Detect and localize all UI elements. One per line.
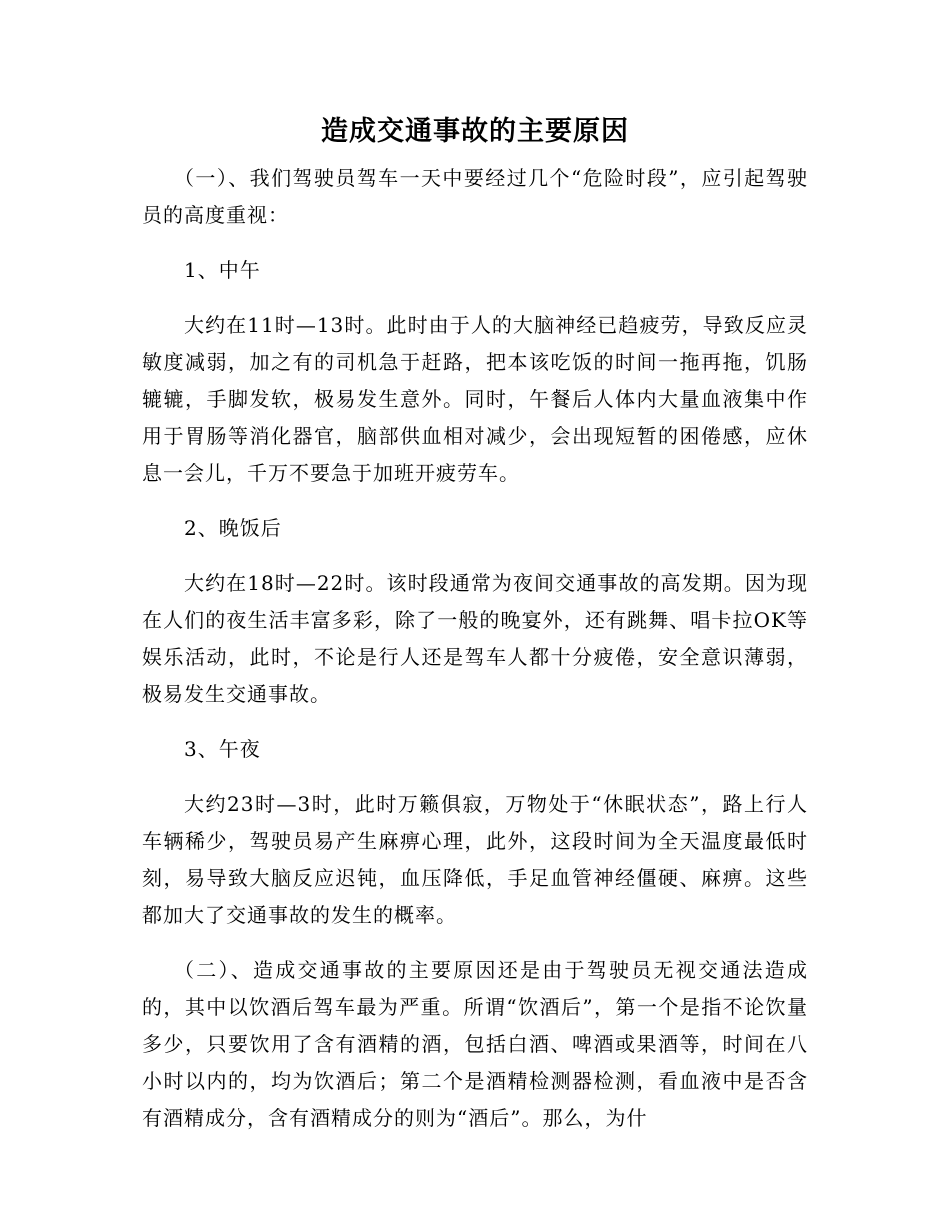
section-heading-after-dinner: 2、晚饭后 [184, 516, 282, 540]
paragraph-noon: 大约在11时—13时。此时由于人的大脑神经已趋疲劳，导致反应灵敏度减弱，加之有的司机急于赶路，把本该吃饭的时间一拖再拖，饥肠辘辘，手脚发软，极易发生意外。同时，午餐后人体内大量血液集中作用于胃肠等消化器官，脑部供血相对减少，会出现短暂的困倦感，应休息一会儿，千万不要急于加班开疲劳车。 [142, 313, 808, 485]
document-body [142, 160, 808, 1155]
document-title: 造成交通事故的主要原因 [321, 116, 629, 147]
paragraph-intro-1: （一）、我们驾驶员驾车一天中要经过几个“危险时段”，应引起驾驶员的高度重视： [142, 166, 808, 227]
section-heading-noon: 1、中午 [184, 258, 261, 282]
paragraph-midnight: 大约23时—3时，此时万籁俱寂，万物处于“休眠状态”，路上行人车辆稀少，驾驶员易产生麻痹心理，此外，这段时间为全天温度最低时刻，易导致大脑反应迟钝，血压降低，手足血管神经僵硬、麻痹。这些都加大了交通事故的发生的概率。 [142, 792, 808, 927]
paragraph-intro-2: （二）、造成交通事故的主要原因还是由于驾驶员无视交通法造成的，其中以饮酒后驾车最为严重。所谓“饮酒后”，第一个是指不论饮量多少，只要饮用了含有酒精的酒，包括白酒、啤酒或果酒等，时间在八小时以内的，均为饮酒后；第二个是酒精检测器检测，看血液中是否含有酒精成分，含有酒精成分的则为“酒后”。那么，为什 [142, 958, 808, 1130]
paragraph-after-dinner: 大约在18时—22时。该时段通常为夜间交通事故的高发期。因为现在人们的夜生活丰富多彩，除了一般的晚宴外，还有跳舞、唱卡拉OK等娱乐活动，此时，不论是行人还是驾车人都十分疲倦，安全意识薄弱，极易发生交通事故。 [142, 571, 808, 706]
section-heading-midnight: 3、午夜 [184, 737, 261, 761]
